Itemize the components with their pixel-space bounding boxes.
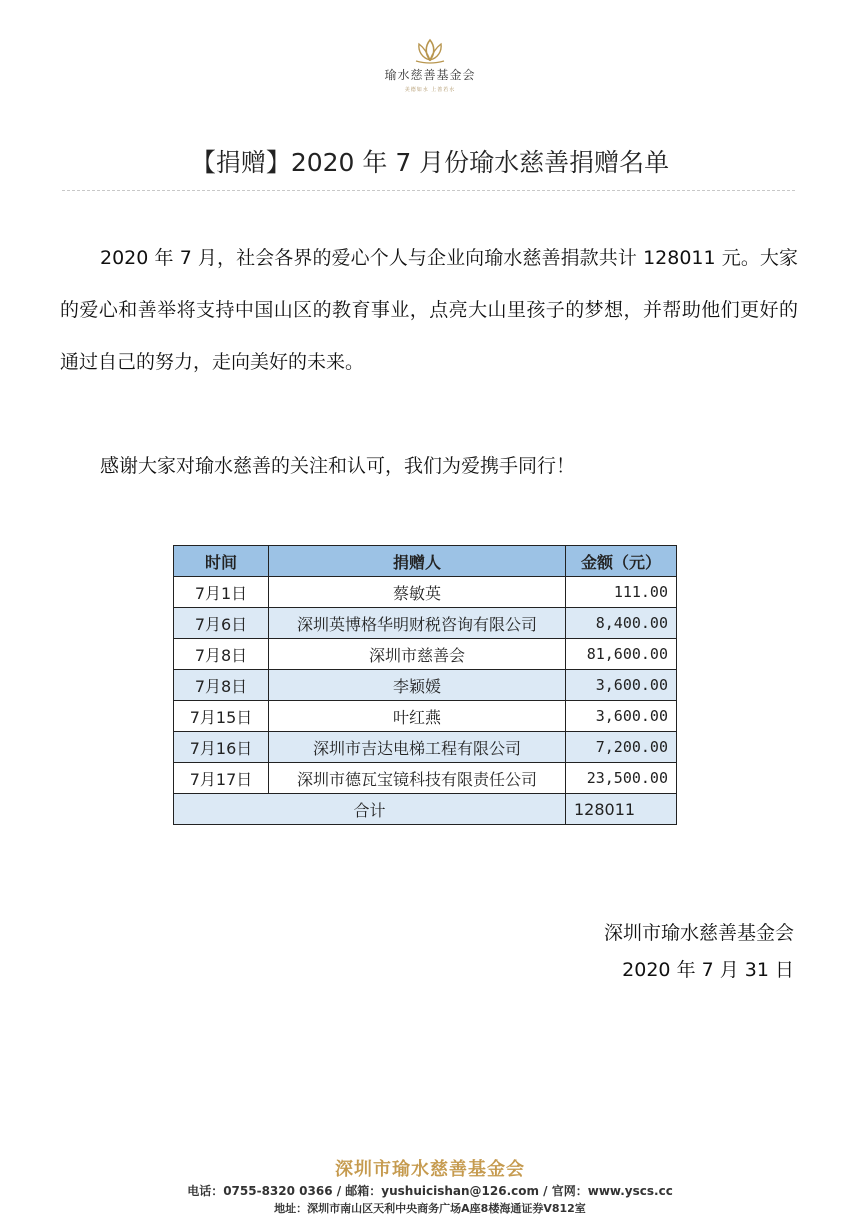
table-row — [174, 670, 677, 701]
table-row — [174, 577, 677, 608]
title-divider — [62, 190, 795, 191]
total-label: 合计 — [174, 794, 566, 825]
row-time: 7月15日 — [174, 701, 269, 732]
total-amount: 128011 — [566, 794, 677, 825]
row-amount: 23,500.00 — [566, 763, 677, 794]
logo-name: 瑜水慈善基金会 — [384, 68, 476, 82]
row-time: 7月6日 — [174, 608, 269, 639]
footer-org: 深圳市瑜水慈善基金会 — [335, 1159, 525, 1180]
row-donor: 深圳市德瓦宝镜科技有限责任公司 — [269, 763, 566, 794]
table-row — [174, 701, 677, 732]
table-row — [174, 639, 677, 670]
lotus-icon — [410, 38, 450, 64]
row-time: 7月16日 — [174, 732, 269, 763]
footer-address: 地址：深圳市南山区天利中央商务广场A座8楼海通证券V812室 — [274, 1202, 586, 1215]
row-amount: 7,200.00 — [566, 732, 677, 763]
table-header-row — [174, 546, 677, 577]
signature-date: 2020 年 7 月 31 日 — [622, 959, 794, 981]
table-total-row — [174, 794, 677, 825]
signature-org: 深圳市瑜水慈善基金会 — [603, 922, 794, 944]
header-amount: 金额（元） — [566, 546, 677, 577]
row-donor: 蔡敏英 — [269, 577, 566, 608]
row-donor: 李颖媛 — [269, 670, 566, 701]
row-time: 7月17日 — [174, 763, 269, 794]
row-time: 7月8日 — [174, 670, 269, 701]
row-time: 7月8日 — [174, 639, 269, 670]
logo — [380, 38, 480, 93]
row-donor: 深圳市吉达电梯工程有限公司 — [269, 732, 566, 763]
row-amount: 111.00 — [566, 577, 677, 608]
intro-paragraph: 2020 年 7 月，社会各界的爱心个人与企业向瑜水慈善捐款共计 128011 元。大家的爱心和善举将支持中国山区的教育事业，点亮大山里孩子的梦想，并帮助他们更好的通过自己的努力，走向美好的未来。 — [60, 247, 798, 373]
table-row — [174, 732, 677, 763]
row-amount: 81,600.00 — [566, 639, 677, 670]
header-donor: 捐赠人 — [269, 546, 566, 577]
row-donor: 叶红燕 — [269, 701, 566, 732]
footer-contact: 电话：0755-8320 0366 / 邮箱：yushuicishan@126.com / 官网：www.yscs.cc — [187, 1184, 673, 1198]
table-row — [174, 608, 677, 639]
logo-slogan: 美德如水 上善若水 — [404, 87, 456, 93]
donation-table — [173, 545, 677, 825]
table-row — [174, 763, 677, 794]
page-title: 【捐赠】2020 年 7 月份瑜水慈善捐赠名单 — [190, 148, 670, 177]
row-amount: 8,400.00 — [566, 608, 677, 639]
row-amount: 3,600.00 — [566, 670, 677, 701]
row-time: 7月1日 — [174, 577, 269, 608]
row-donor: 深圳市慈善会 — [269, 639, 566, 670]
row-amount: 3,600.00 — [566, 701, 677, 732]
row-donor: 深圳英博格华明财税咨询有限公司 — [269, 608, 566, 639]
thanks-paragraph: 感谢大家对瑜水慈善的关注和认可，我们为爱携手同行！ — [100, 455, 576, 477]
header-time: 时间 — [174, 546, 269, 577]
